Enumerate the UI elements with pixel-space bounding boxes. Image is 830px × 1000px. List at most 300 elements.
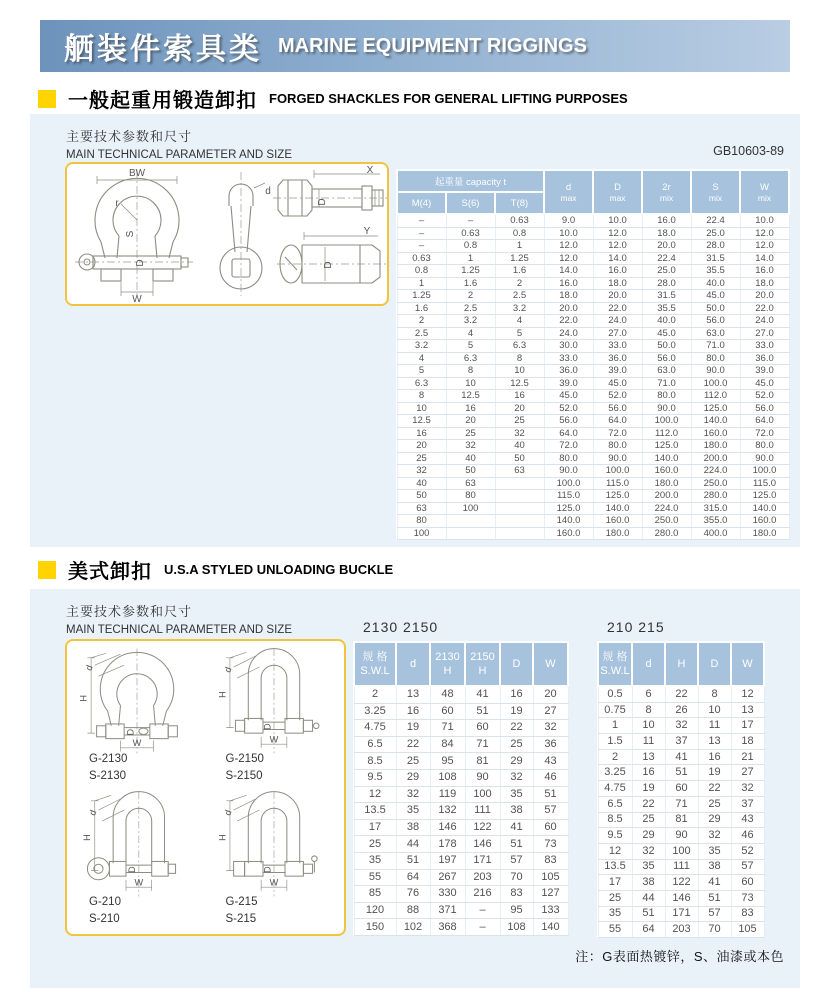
table-row <box>354 869 568 886</box>
table-cell: 25 <box>495 415 544 428</box>
table-cell: 31.5 <box>642 290 691 303</box>
table-cell: 29 <box>396 769 430 786</box>
column-header-2150-h: 2150 H <box>465 642 500 686</box>
drawing-cell-2150 <box>206 645 343 788</box>
table-cell: 56.0 <box>593 402 642 415</box>
table-cell: 12 <box>598 843 632 859</box>
table-cell: 100 <box>446 502 495 515</box>
table-cell: 63 <box>397 502 446 515</box>
table-cell: 60 <box>430 703 465 720</box>
table-cell: 160.0 <box>740 515 789 528</box>
dim-label-w: W <box>134 876 144 887</box>
table-cell: 19 <box>500 703 533 720</box>
table-cell: 100 <box>465 786 500 803</box>
table-cell: 250.0 <box>691 477 740 490</box>
table-row <box>397 265 789 278</box>
table-cell: 90.0 <box>544 465 593 478</box>
table-cell: 70 <box>698 922 731 938</box>
banner-title-en: MARINE EQUIPMENT RIGGINGS <box>278 34 587 57</box>
table-cell: 19 <box>632 781 665 797</box>
table-row <box>598 890 764 906</box>
table-cell: 200.0 <box>642 490 691 503</box>
table-cell: 250.0 <box>642 515 691 528</box>
table-cell: 13 <box>698 734 731 750</box>
table-cell: 33.0 <box>593 340 642 353</box>
column-header-D: D <box>698 642 731 686</box>
column-header-2130-h: 2130 H <box>430 642 465 686</box>
table-cell: 50.0 <box>691 302 740 315</box>
table-cell: 52 <box>731 843 764 859</box>
table-cell: 12.0 <box>593 227 642 240</box>
table-cell: 25 <box>446 427 495 440</box>
param-label-en: MAIN TECHNICAL PARAMETER AND SIZE <box>66 624 292 636</box>
table-cell: 35 <box>354 852 396 869</box>
table-cell: 50 <box>446 465 495 478</box>
table-cell: 29 <box>500 753 533 770</box>
table-cell: 30.0 <box>544 340 593 353</box>
table-cell: 32 <box>397 465 446 478</box>
table-cell: 80 <box>397 515 446 528</box>
table-cell: 115.0 <box>593 477 642 490</box>
table-cell: 35 <box>632 859 665 875</box>
table-cell <box>495 477 544 490</box>
table-row <box>354 836 568 853</box>
table-cell: 51 <box>500 836 533 853</box>
table-row <box>397 465 789 478</box>
table-cell: 8 <box>397 390 446 403</box>
table-cell: 20.0 <box>642 240 691 253</box>
dim-label-d: d <box>222 665 234 674</box>
table-cell: 280.0 <box>642 527 691 540</box>
table-cell: 8.5 <box>354 753 396 770</box>
dim-label-dia: D <box>262 865 273 873</box>
table-cell: 100.0 <box>740 465 789 478</box>
table-cell: 56.0 <box>691 315 740 328</box>
table-row <box>598 686 764 702</box>
table-cell: 18.0 <box>642 227 691 240</box>
table-cell: 25 <box>598 890 632 906</box>
usa-shackle-210-215-table <box>597 641 765 938</box>
table-row <box>397 214 789 227</box>
table-cell: 25 <box>396 753 430 770</box>
model-g: G-215 <box>225 895 258 908</box>
dim-label-d3: D <box>323 261 334 269</box>
column-header-W: W <box>533 642 568 686</box>
table-cell: 100.0 <box>593 465 642 478</box>
table-cell: 140 <box>533 919 568 936</box>
table-row <box>354 819 568 836</box>
table-cell: 120 <box>354 902 396 919</box>
table-cell: 38 <box>698 859 731 875</box>
table-cell: 46 <box>731 828 764 844</box>
table-cell: – <box>465 902 500 919</box>
usa-shackle-technical-drawing <box>65 639 346 936</box>
table-cell: 105 <box>533 869 568 886</box>
dim-label-h: H <box>78 694 89 702</box>
table-cell: 12.0 <box>740 240 789 253</box>
table-cell: 22 <box>698 781 731 797</box>
table-cell: 14.0 <box>740 252 789 265</box>
table-cell: 37 <box>665 734 698 750</box>
table-cell <box>495 527 544 540</box>
table-cell: 27.0 <box>593 327 642 340</box>
table-cell: 56.0 <box>642 352 691 365</box>
table-cell: 45.0 <box>593 377 642 390</box>
table-cell: 39.0 <box>593 365 642 378</box>
section1-heading <box>38 84 628 113</box>
table-cell: 40 <box>495 440 544 453</box>
model-labels-2130 <box>89 751 127 786</box>
table-cell: 56.0 <box>544 415 593 428</box>
model-s: S-215 <box>225 912 257 925</box>
table-cell: 80.0 <box>544 452 593 465</box>
table-cell: 224.0 <box>642 502 691 515</box>
table-cell: 371 <box>430 902 465 919</box>
table-cell: 18.0 <box>740 277 789 290</box>
table-cell: 133 <box>533 902 568 919</box>
table-cell: 16 <box>397 427 446 440</box>
table-cell: 180.0 <box>642 477 691 490</box>
table-cell: 57 <box>533 803 568 820</box>
table-cell: 27 <box>533 703 568 720</box>
table-row <box>354 703 568 720</box>
table-cell: 1 <box>397 277 446 290</box>
dim-label-h: H <box>217 691 228 698</box>
table-cell: 71 <box>465 736 500 753</box>
table-row <box>598 828 764 844</box>
banner-title-zh: 舾装件索具类 <box>64 33 262 66</box>
column-header-d-max: d max <box>544 170 593 214</box>
table-cell: 140.0 <box>544 515 593 528</box>
table-cell: 60 <box>465 720 500 737</box>
table-cell: 36.0 <box>593 352 642 365</box>
table-cell: 32 <box>446 440 495 453</box>
table-cell: 18 <box>731 734 764 750</box>
table-row <box>397 452 789 465</box>
table-cell: 25 <box>632 812 665 828</box>
table-cell: 18.0 <box>544 290 593 303</box>
drawing-cell-215 <box>206 788 343 931</box>
table-cell: 10 <box>397 402 446 415</box>
table-cell: 57 <box>500 852 533 869</box>
table-cell: 2 <box>598 749 632 765</box>
table-cell: 52.0 <box>544 402 593 415</box>
table-cell: 8 <box>446 365 495 378</box>
model-s: S-2150 <box>225 770 263 783</box>
dim-label-d-small: d <box>265 186 271 197</box>
table-cell: 112.0 <box>691 390 740 403</box>
column-header-d: d <box>632 642 665 686</box>
table-cell: 200.0 <box>691 452 740 465</box>
table-cell: 72.0 <box>740 427 789 440</box>
table-cell: 12.5 <box>446 390 495 403</box>
table-cell: 22 <box>396 736 430 753</box>
section2-title-en: U.S.A STYLED UNLOADING BUCKLE <box>164 562 394 577</box>
table-cell: 2 <box>354 686 396 703</box>
table-cell: 72.0 <box>544 440 593 453</box>
table-row <box>598 734 764 750</box>
table-cell: 119 <box>430 786 465 803</box>
table-cell: 31.5 <box>691 252 740 265</box>
table-cell: 41 <box>500 819 533 836</box>
table-cell: 25 <box>500 736 533 753</box>
table-cell: 12 <box>731 686 764 702</box>
table-cell: 90.0 <box>691 365 740 378</box>
dim-label-d1: D <box>135 259 146 267</box>
table-cell: 11 <box>632 734 665 750</box>
table-row <box>397 390 789 403</box>
dim-label-w: W <box>269 876 279 887</box>
table-cell: 8 <box>698 686 731 702</box>
table-cell: 125.0 <box>691 402 740 415</box>
table-title-2130-2150: 2130 2150 <box>363 619 439 635</box>
table-cell: 10 <box>446 377 495 390</box>
table-cell: 0.5 <box>598 686 632 702</box>
table-row <box>397 477 789 490</box>
model-labels-210 <box>89 894 121 929</box>
table-cell: 95 <box>500 902 533 919</box>
table-row <box>598 702 764 718</box>
table-cell: 16.0 <box>642 214 691 227</box>
table-cell: 12 <box>354 786 396 803</box>
table-cell: 90.0 <box>642 402 691 415</box>
table-cell: 32 <box>495 427 544 440</box>
table-cell <box>495 490 544 503</box>
table-cell: 122 <box>665 875 698 891</box>
table-cell: 43 <box>731 812 764 828</box>
table-cell: 6.3 <box>397 377 446 390</box>
table-cell: 100.0 <box>544 477 593 490</box>
table-cell: 1 <box>446 252 495 265</box>
table-row <box>397 515 789 528</box>
table-cell: 63.0 <box>691 327 740 340</box>
usa-210-table-body <box>598 686 764 938</box>
table-cell: 1 <box>495 240 544 253</box>
table-cell: 73 <box>533 836 568 853</box>
table-cell: 8.5 <box>598 812 632 828</box>
table-cell: 35 <box>698 843 731 859</box>
table-row <box>354 803 568 820</box>
column-header-s6: S(6) <box>446 192 495 214</box>
table-cell: 28.0 <box>691 240 740 253</box>
table-row <box>397 502 789 515</box>
table-cell: 146 <box>665 890 698 906</box>
table-cell: 10.0 <box>544 227 593 240</box>
table-row <box>397 365 789 378</box>
table-cell: 17 <box>598 875 632 891</box>
table-cell: 35.5 <box>691 265 740 278</box>
table-cell: 39.0 <box>740 365 789 378</box>
table-cell: 22 <box>500 720 533 737</box>
section2-heading <box>38 555 393 584</box>
table-cell: 10 <box>698 702 731 718</box>
table-cell: 90.0 <box>593 452 642 465</box>
dee-shackle-215-diagram <box>210 788 338 900</box>
table-cell: 146 <box>430 819 465 836</box>
table-row <box>397 402 789 415</box>
table-cell: 43 <box>533 753 568 770</box>
table-row <box>397 252 789 265</box>
table-cell: 203 <box>665 922 698 938</box>
table-row <box>354 769 568 786</box>
table-cell: 83 <box>731 906 764 922</box>
table-row <box>598 906 764 922</box>
table-row <box>397 340 789 353</box>
table-cell: 16.0 <box>544 277 593 290</box>
table-row <box>598 859 764 875</box>
table-row <box>354 919 568 936</box>
table-cell: 16.0 <box>593 265 642 278</box>
table-cell: 2.5 <box>446 302 495 315</box>
model-labels-2150 <box>226 751 264 786</box>
dim-label-dia: D <box>125 728 136 736</box>
table-cell: 108 <box>430 769 465 786</box>
table-row <box>598 875 764 891</box>
table-cell: 20 <box>397 440 446 453</box>
drawing-cell-210 <box>69 788 206 931</box>
table-cell: 12.5 <box>397 415 446 428</box>
table-cell: 46 <box>533 769 568 786</box>
section2-param-label <box>66 601 292 636</box>
table-row <box>598 812 764 828</box>
table-cell: 315.0 <box>691 502 740 515</box>
table-row <box>397 290 789 303</box>
table-cell: 29 <box>632 828 665 844</box>
dim-label-d2: D <box>317 198 328 206</box>
model-s: S-210 <box>89 912 120 925</box>
table-cell: 27.0 <box>740 327 789 340</box>
table-cell: 22.0 <box>740 302 789 315</box>
table-row <box>354 736 568 753</box>
table-cell: 63 <box>495 465 544 478</box>
table-cell: 76 <box>396 886 430 903</box>
table-cell: 180.0 <box>691 440 740 453</box>
model-s: S-2130 <box>89 770 127 783</box>
table-cell: 20.0 <box>593 290 642 303</box>
table-cell: 105 <box>731 922 764 938</box>
table-cell: 6.3 <box>446 352 495 365</box>
table-cell: 48 <box>430 686 465 703</box>
table-cell: 22.4 <box>642 252 691 265</box>
table-row <box>354 786 568 803</box>
table-cell: 10.0 <box>740 214 789 227</box>
section1-title-en: FORGED SHACKLES FOR GENERAL LIFTING PURPOSES <box>269 91 628 106</box>
table-row <box>354 902 568 919</box>
table-cell: 122 <box>465 819 500 836</box>
table-cell: 55 <box>354 869 396 886</box>
table-cell: 35 <box>396 803 430 820</box>
column-header-capacity: 起重量 capacity t <box>397 170 544 192</box>
table-cell: 35 <box>500 786 533 803</box>
table-cell: 39.0 <box>544 377 593 390</box>
table-row <box>354 720 568 737</box>
model-g: G-210 <box>89 895 121 908</box>
table-cell: 355.0 <box>691 515 740 528</box>
table-cell: 41 <box>698 875 731 891</box>
table-row <box>598 843 764 859</box>
table-cell: 85 <box>354 886 396 903</box>
table-cell: 6 <box>632 686 665 702</box>
table-cell: 41 <box>665 749 698 765</box>
table-cell <box>495 515 544 528</box>
table-cell: 40 <box>446 452 495 465</box>
dim-label-w: W <box>132 294 142 304</box>
table-cell: 2 <box>495 277 544 290</box>
model-g: G-2150 <box>225 753 264 765</box>
table-row <box>598 765 764 781</box>
dim-label-h: H <box>217 833 228 841</box>
table-cell: 10 <box>495 365 544 378</box>
table-cell: 171 <box>665 906 698 922</box>
table-cell: 0.75 <box>598 702 632 718</box>
table-cell: 330 <box>430 886 465 903</box>
table-cell: 150 <box>354 919 396 936</box>
page-banner <box>40 20 790 72</box>
table-cell: 9.0 <box>544 214 593 227</box>
table-cell: 3.2 <box>495 302 544 315</box>
table-cell: 32 <box>665 718 698 734</box>
table-row <box>397 352 789 365</box>
table-cell: 2 <box>446 290 495 303</box>
table-cell: 56.0 <box>740 402 789 415</box>
table-cell: 44 <box>396 836 430 853</box>
table-cell: 80 <box>446 490 495 503</box>
yellow-bullet-icon <box>38 561 56 579</box>
table-cell: 41 <box>465 686 500 703</box>
table-cell: 32 <box>533 720 568 737</box>
table-cell: 4 <box>397 352 446 365</box>
table-cell: 4 <box>446 327 495 340</box>
table-cell: 4.75 <box>354 720 396 737</box>
table-cell: 12.0 <box>593 240 642 253</box>
table-row <box>397 427 789 440</box>
table-cell: 400.0 <box>691 527 740 540</box>
table-cell <box>446 515 495 528</box>
table-cell: 132 <box>430 803 465 820</box>
table-cell: 33.0 <box>544 352 593 365</box>
table-cell: 13.5 <box>354 803 396 820</box>
table-cell: 16 <box>396 703 430 720</box>
table-cell: 26 <box>665 702 698 718</box>
table-cell: 4 <box>495 315 544 328</box>
table-cell: 51 <box>698 890 731 906</box>
table-cell: 36 <box>533 736 568 753</box>
table-cell: 36.0 <box>544 365 593 378</box>
table-cell: 12.0 <box>544 252 593 265</box>
table-cell: 146 <box>465 836 500 853</box>
section1-param-label <box>66 126 292 161</box>
table-cell: 5 <box>397 365 446 378</box>
table-cell: 10 <box>632 718 665 734</box>
table-cell: 267 <box>430 869 465 886</box>
table-cell: 8 <box>632 702 665 718</box>
table-cell: 9.5 <box>598 828 632 844</box>
table-cell: 5 <box>495 327 544 340</box>
section1-panel <box>30 114 800 547</box>
column-header-2r: 2r mix <box>642 170 691 214</box>
forged-shackle-size-table <box>396 169 790 540</box>
table-cell: 32 <box>500 769 533 786</box>
table-cell: 111 <box>665 859 698 875</box>
table-cell: 52.0 <box>593 390 642 403</box>
table-cell: 27 <box>731 765 764 781</box>
table-cell: 63.0 <box>642 365 691 378</box>
column-header-t8: T(8) <box>495 192 544 214</box>
table-cell: 111 <box>465 803 500 820</box>
table-cell: 3.25 <box>354 703 396 720</box>
table-title-210-215: 210 215 <box>607 619 665 635</box>
table-cell: 90.0 <box>740 452 789 465</box>
